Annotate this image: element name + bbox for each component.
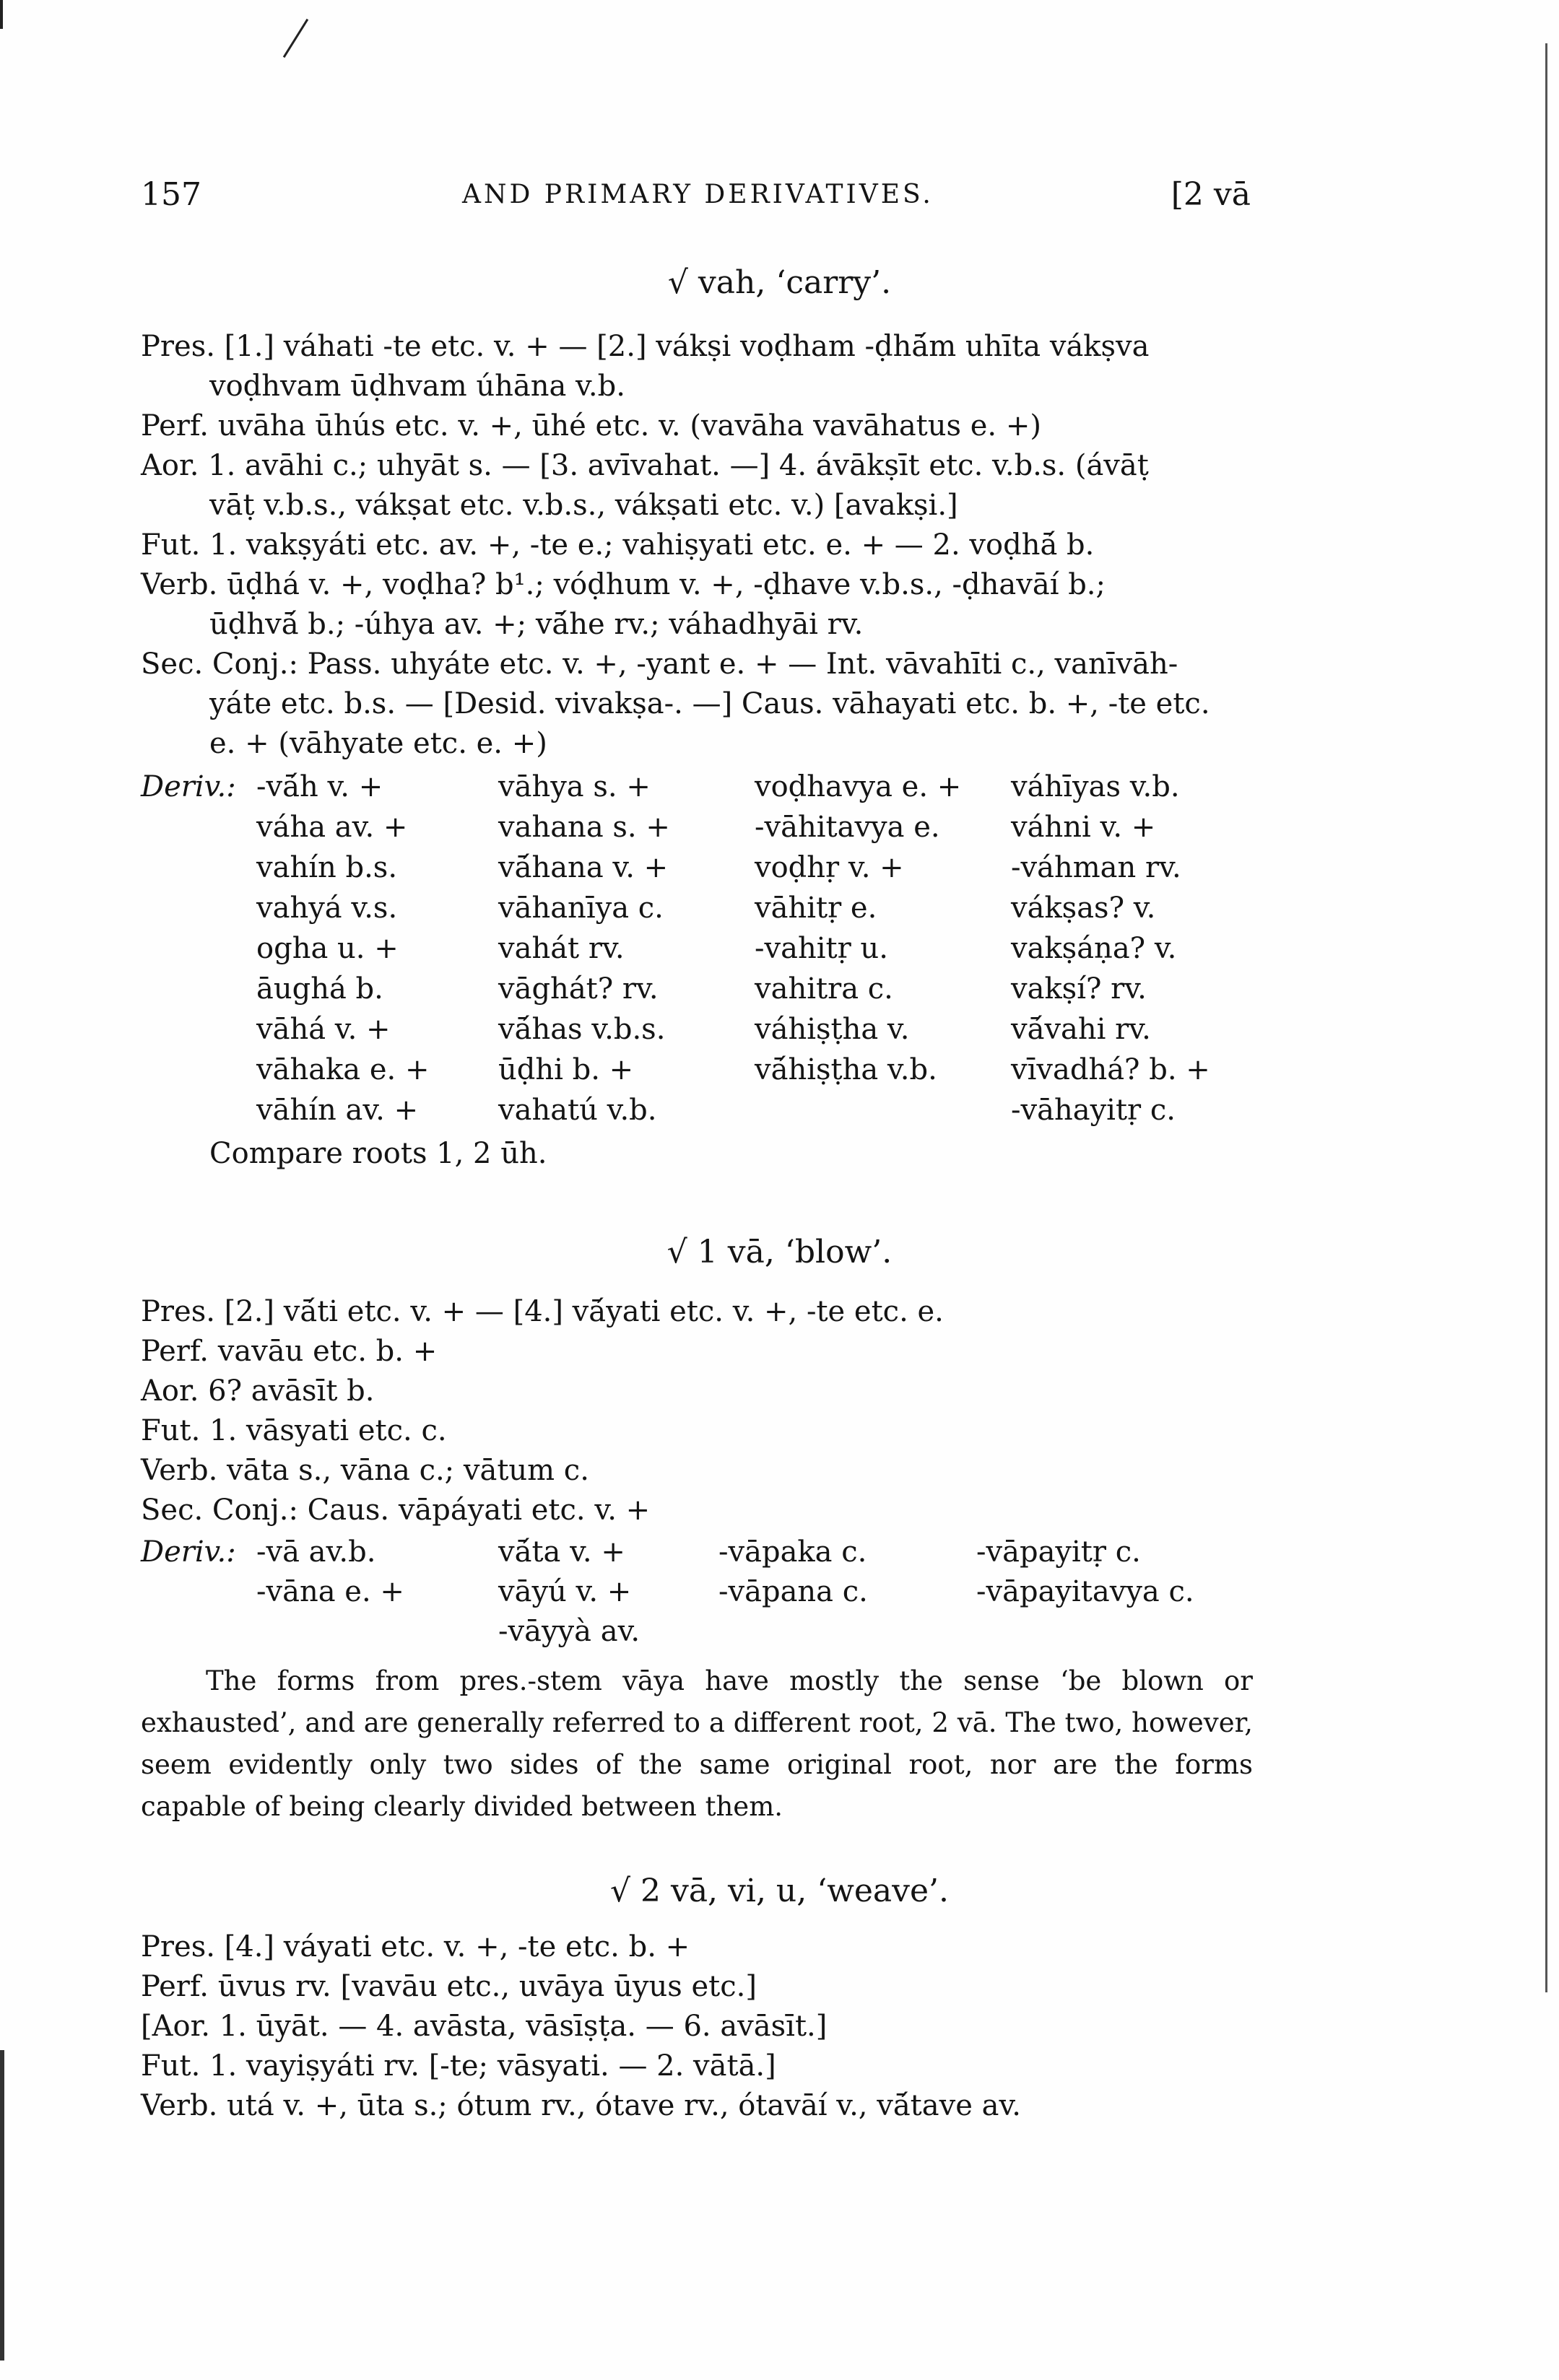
- vah-line-verbal-cont: ūḍhvā́ b.; -úhya av. +; vā́he rv.; váhadhyāi rv.: [209, 608, 864, 641]
- deriv-cell: vahát rv.: [498, 932, 625, 965]
- va1-deriv-row: [0, 1611, 1559, 1652]
- deriv-cell: váhni v. +: [1011, 811, 1156, 844]
- scan-edge-mark: [0, 0, 3, 29]
- va1-line-present: Pres. [2.] vā́ti etc. v. + — [4.] vā́yati etc. v. +, -te etc. e.: [141, 1295, 944, 1328]
- deriv-cell: āughá b.: [256, 972, 383, 1006]
- vah-deriv-row: [0, 847, 1559, 888]
- deriv-cell: -vāpaka c.: [718, 1535, 867, 1569]
- vah-line-future: Fut. 1. vakṣyáti etc. av. +, -te e.; vahiṣyati etc. e. + — 2. voḍhā́ b.: [141, 528, 1095, 562]
- deriv-cell: -vāna e. +: [256, 1575, 404, 1608]
- deriv-cell: -vāyyà av.: [498, 1615, 640, 1648]
- va2-line-future: Fut. 1. vayiṣyáti rv. [-te; vāsyati. — 2. vātā.]: [141, 2049, 776, 2083]
- deriv-cell: vahatú v.b.: [498, 1094, 657, 1127]
- deriv-cell: vakṣáṇa? v.: [1011, 932, 1177, 965]
- deriv-cell: vāhá v. +: [256, 1013, 391, 1046]
- vah-line-secondary: Sec. Conj.: Pass. uhyáte etc. v. +, -yant e. + — Int. vāvahīti c., vanīvāh-: [141, 648, 1178, 681]
- running-title: AND PRIMARY DERIVATIVES.: [462, 180, 934, 209]
- deriv-cell: vā́hiṣṭha v.b.: [755, 1053, 937, 1086]
- va1-deriv-label: Deriv.:: [141, 1535, 236, 1569]
- deriv-cell: vahana s. +: [498, 811, 670, 844]
- vah-line-present: Pres. [1.] váhati -te etc. v. + — [2.] vákṣi voḍham -ḍhā́m uhīta vákṣva: [141, 330, 1150, 363]
- deriv-cell: -vahitṛ u.: [755, 932, 888, 965]
- deriv-cell: -vāpayitṛ c.: [976, 1535, 1141, 1569]
- deriv-cell: -vāhitavya e.: [755, 811, 940, 844]
- deriv-cell: -vāpana c.: [718, 1575, 868, 1608]
- deriv-cell: váhīyas v.b.: [1011, 770, 1180, 803]
- vah-deriv-row: [0, 767, 1559, 807]
- deriv-cell: vahín b.s.: [256, 851, 398, 884]
- deriv-cell: vāhín av. +: [256, 1094, 419, 1127]
- deriv-cell: vāhanīya c.: [498, 892, 664, 925]
- vah-deriv-row: [0, 888, 1559, 928]
- vah-deriv-row: [0, 1090, 1559, 1130]
- deriv-cell: vāghát? rv.: [498, 972, 659, 1006]
- deriv-cell: vā́has v.b.s.: [498, 1013, 666, 1046]
- vah-line-verbal: Verb. ūḍhá v. +, voḍha? b¹.; vóḍhum v. +, -ḍhave v.b.s., -ḍhavāí b.;: [141, 568, 1106, 601]
- scan-edge-mark: [1545, 43, 1547, 1992]
- deriv-cell: vákṣas? v.: [1011, 892, 1156, 925]
- va1-line-future: Fut. 1. vāsyati etc. c.: [141, 1414, 447, 1447]
- deriv-cell: vā́hana v. +: [498, 851, 669, 884]
- pencil-stroke-mark: [283, 19, 308, 58]
- scan-edge-mark: [0, 2050, 4, 2361]
- root-heading-vah: √ vah, ‘carry’.: [667, 264, 892, 301]
- vah-deriv-row: [0, 807, 1559, 847]
- deriv-cell: -vā av.b.: [256, 1535, 376, 1569]
- deriv-cell: vahyá v.s.: [256, 892, 398, 925]
- va2-line-perfect: Perf. ūvus rv. [vavāu etc., uvāya ūyus etc.]: [141, 1970, 757, 2003]
- vah-line-perfect: Perf. uvāha ūhús etc. v. +, ūhé etc. v. (vavāha vavāhatus e. +): [141, 409, 1041, 443]
- vah-line-secondary-cont: yáte etc. b.s. — [Desid. vivakṣa-. —] Caus. vāhayati etc. b. +, -te etc.: [209, 687, 1210, 720]
- page-number: 157: [141, 176, 201, 213]
- va1-line-verbal: Verb. vāta s., vāna c.; vātum c.: [141, 1454, 589, 1487]
- deriv-cell: vāhya s. +: [498, 770, 651, 803]
- deriv-cell: vīvadhá? b. +: [1011, 1053, 1210, 1086]
- va1-line-perfect: Perf. vavāu etc. b. +: [141, 1335, 438, 1368]
- vah-deriv-row: [0, 928, 1559, 969]
- va1-deriv-row: [0, 1572, 1559, 1612]
- deriv-cell: -vāhayitṛ c.: [1011, 1094, 1176, 1127]
- vah-compare-note: Compare roots 1, 2 ūh.: [209, 1137, 547, 1170]
- vah-line-aorist-cont: vāṭ v.b.s., vákṣat etc. v.b.s., vákṣati etc. v.) [avakṣi.]: [209, 489, 958, 522]
- deriv-cell: vāhaka e. +: [256, 1053, 430, 1086]
- vah-deriv-label: Deriv.:: [141, 770, 236, 803]
- vah-line-aorist: Aor. 1. avāhi c.; uhyāt s. — [3. avīvahat. —] 4. ávākṣīt etc. v.b.s. (ávāṭ: [141, 449, 1149, 482]
- deriv-cell: vā́vahi rv.: [1011, 1013, 1151, 1046]
- deriv-cell: -vā́h v. +: [256, 770, 383, 803]
- deriv-cell: váha av. +: [256, 811, 408, 844]
- deriv-cell: -vāpayitavya c.: [976, 1575, 1194, 1608]
- vah-deriv-row: [0, 1050, 1559, 1090]
- deriv-cell: -váhman rv.: [1011, 851, 1181, 884]
- va2-line-verbal: Verb. utá v. +, ūta s.; ótum rv., ótave rv., ótavāí v., vā́tave av.: [141, 2089, 1022, 2122]
- vah-deriv-row: [0, 969, 1559, 1009]
- deriv-cell: ogha u. +: [256, 932, 399, 965]
- vah-deriv-row: [0, 1009, 1559, 1050]
- va1-line-secondary: Sec. Conj.: Caus. vāpáyati etc. v. +: [141, 1494, 651, 1527]
- deriv-cell: vāhitṛ e.: [755, 892, 877, 925]
- va1-deriv-row: [0, 1532, 1559, 1572]
- va1-line-aorist: Aor. 6? avāsīt b.: [141, 1374, 375, 1408]
- va2-line-aorist: [Aor. 1. ūyāt. — 4. avāsta, vāsīṣṭa. — 6. avāsīt.]: [141, 2010, 828, 2043]
- deriv-cell: vakṣí? rv.: [1011, 972, 1147, 1006]
- deriv-cell: vahitra c.: [755, 972, 893, 1006]
- root-heading-va-weave: √ 2 vā, vi, u, ‘weave’.: [609, 1873, 950, 1909]
- vah-line-present-cont: voḍhvam ūḍhvam úhāna v.b.: [209, 370, 625, 403]
- va2-line-present: Pres. [4.] váyati etc. v. +, -te etc. b. +: [141, 1930, 690, 1963]
- section-marker: [2 vā: [1171, 176, 1251, 213]
- deriv-cell: vāyú v. +: [498, 1575, 632, 1608]
- deriv-cell: vā́ta v. +: [498, 1535, 625, 1569]
- va1-note-paragraph: The forms from pres.-stem vāya have mostly the sense ‘be blown or exhausted’, and are generally referred to a different root, 2 vā. The two, however, seem evidently only two sides of the same original root, nor are the forms capable of being clearly divided between them.: [141, 1665, 1253, 1822]
- deriv-cell: voḍhavya e. +: [755, 770, 962, 803]
- root-heading-va-blow: √ 1 vā, ‘blow’.: [666, 1234, 893, 1270]
- deriv-cell: voḍhṛ v. +: [755, 851, 904, 884]
- deriv-cell: váhiṣṭha v.: [755, 1013, 910, 1046]
- deriv-cell: ūḍhi b. +: [498, 1053, 634, 1086]
- vah-line-secondary-cont2: e. + (vāhyate etc. e. +): [209, 727, 547, 760]
